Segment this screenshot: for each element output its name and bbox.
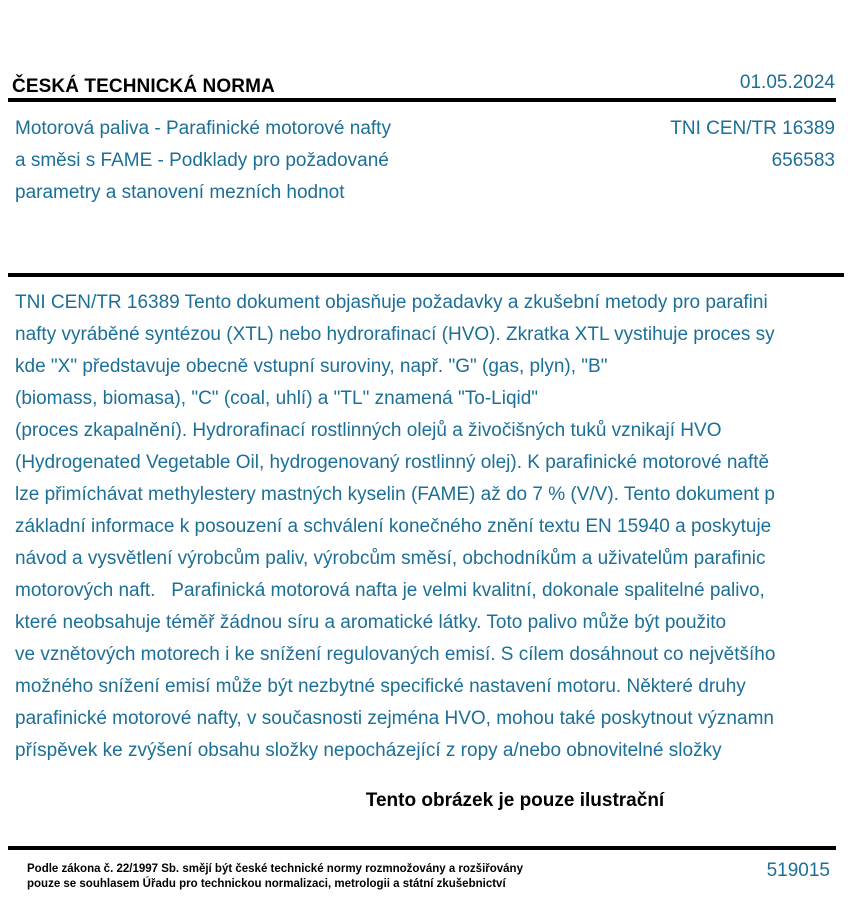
abstract-line: které neobsahuje téměř žádnou síru a aromatické látky. Toto palivo může být použito <box>15 612 727 633</box>
abstract-line: ve vznětových motorech i ke snížení regulovaných emisí. S cílem dosáhnout co největšího <box>15 644 776 665</box>
document-title <box>15 113 475 209</box>
abstract-line: motorových naft. Parafinická motorová nafta je velmi kvalitní, dokonale spalitelné palivo, <box>15 580 765 601</box>
bottom-divider <box>8 846 836 850</box>
legal-notice <box>27 862 523 892</box>
abstract-text <box>15 287 865 767</box>
abstract-line: lze přimíchávat methylestery mastných kyselin (FAME) až do 7 % (V/V). Tento dokument p <box>15 484 775 505</box>
document-identifier <box>670 113 835 177</box>
publication-date: 01.05.2024 <box>739 72 835 93</box>
abstract-line: (Hydrogenated Vegetable Oil, hydrogenovaný rostlinný olej). K parafinické motorové naftě <box>15 452 770 473</box>
legal-line: Podle zákona č. 22/1997 Sb. smějí být české technické normy rozmnožovány a rozšiřovány <box>27 863 523 875</box>
abstract-line: možného snížení emisí může být nezbytné specifické nastavení motoru. Některé druhy <box>15 676 746 697</box>
abstract-line: kde "X" představuje obecně vstupní suroviny, např. "G" (gas, plyn), "B" <box>15 356 608 377</box>
top-divider <box>8 98 836 102</box>
legal-line: pouze se souhlasem Úřadu pro technickou normalizaci, metrologii a státní zkušebnictví <box>27 878 506 890</box>
illustration-disclaimer: Tento obrázek je pouze ilustrační <box>365 790 665 811</box>
middle-divider <box>8 273 844 277</box>
abstract-line: návod a vysvětlení výrobcům paliv, výrobcům směsí, obchodníkům a uživatelům parafinic <box>15 548 766 569</box>
document-type-label: ČESKÁ TECHNICKÁ NORMA <box>12 76 275 97</box>
title-line: parametry a stanovení mezních hodnot <box>15 182 345 203</box>
abstract-line: (proces zkapalnění). Hydrorafinací rostlinných olejů a živočišných tuků vznikají HVO <box>15 420 722 441</box>
title-line: Motorová paliva - Parafinické motorové nafty <box>15 118 391 139</box>
catalog-number: 656583 <box>771 150 835 171</box>
standard-designation: TNI CEN/TR 16389 <box>670 118 835 139</box>
abstract-line: (biomass, biomasa), "C" (coal, uhlí) a "TL" znamená "To-Liqid" <box>15 388 539 409</box>
title-line: a směsi s FAME - Podklady pro požadované <box>15 150 389 171</box>
abstract-line: základní informace k posouzení a schválení konečného znění textu EN 15940 a poskytuje <box>15 516 772 537</box>
abstract-line: nafty vyráběné syntézou (XTL) nebo hydrorafinací (HVO). Zkratka XTL vystihuje proces sy <box>15 324 775 345</box>
abstract-line: parafinické motorové nafty, v současnosti zejména HVO, mohou také poskytnout významn <box>15 708 774 729</box>
abstract-line: TNI CEN/TR 16389 Tento dokument objasňuje požadavky a zkušební metody pro parafini <box>15 292 768 313</box>
abstract-line: příspěvek ke zvýšení obsahu složky nepocházející z ropy a/nebo obnovitelné složky <box>15 740 722 761</box>
footer-code: 519015 <box>766 860 830 881</box>
